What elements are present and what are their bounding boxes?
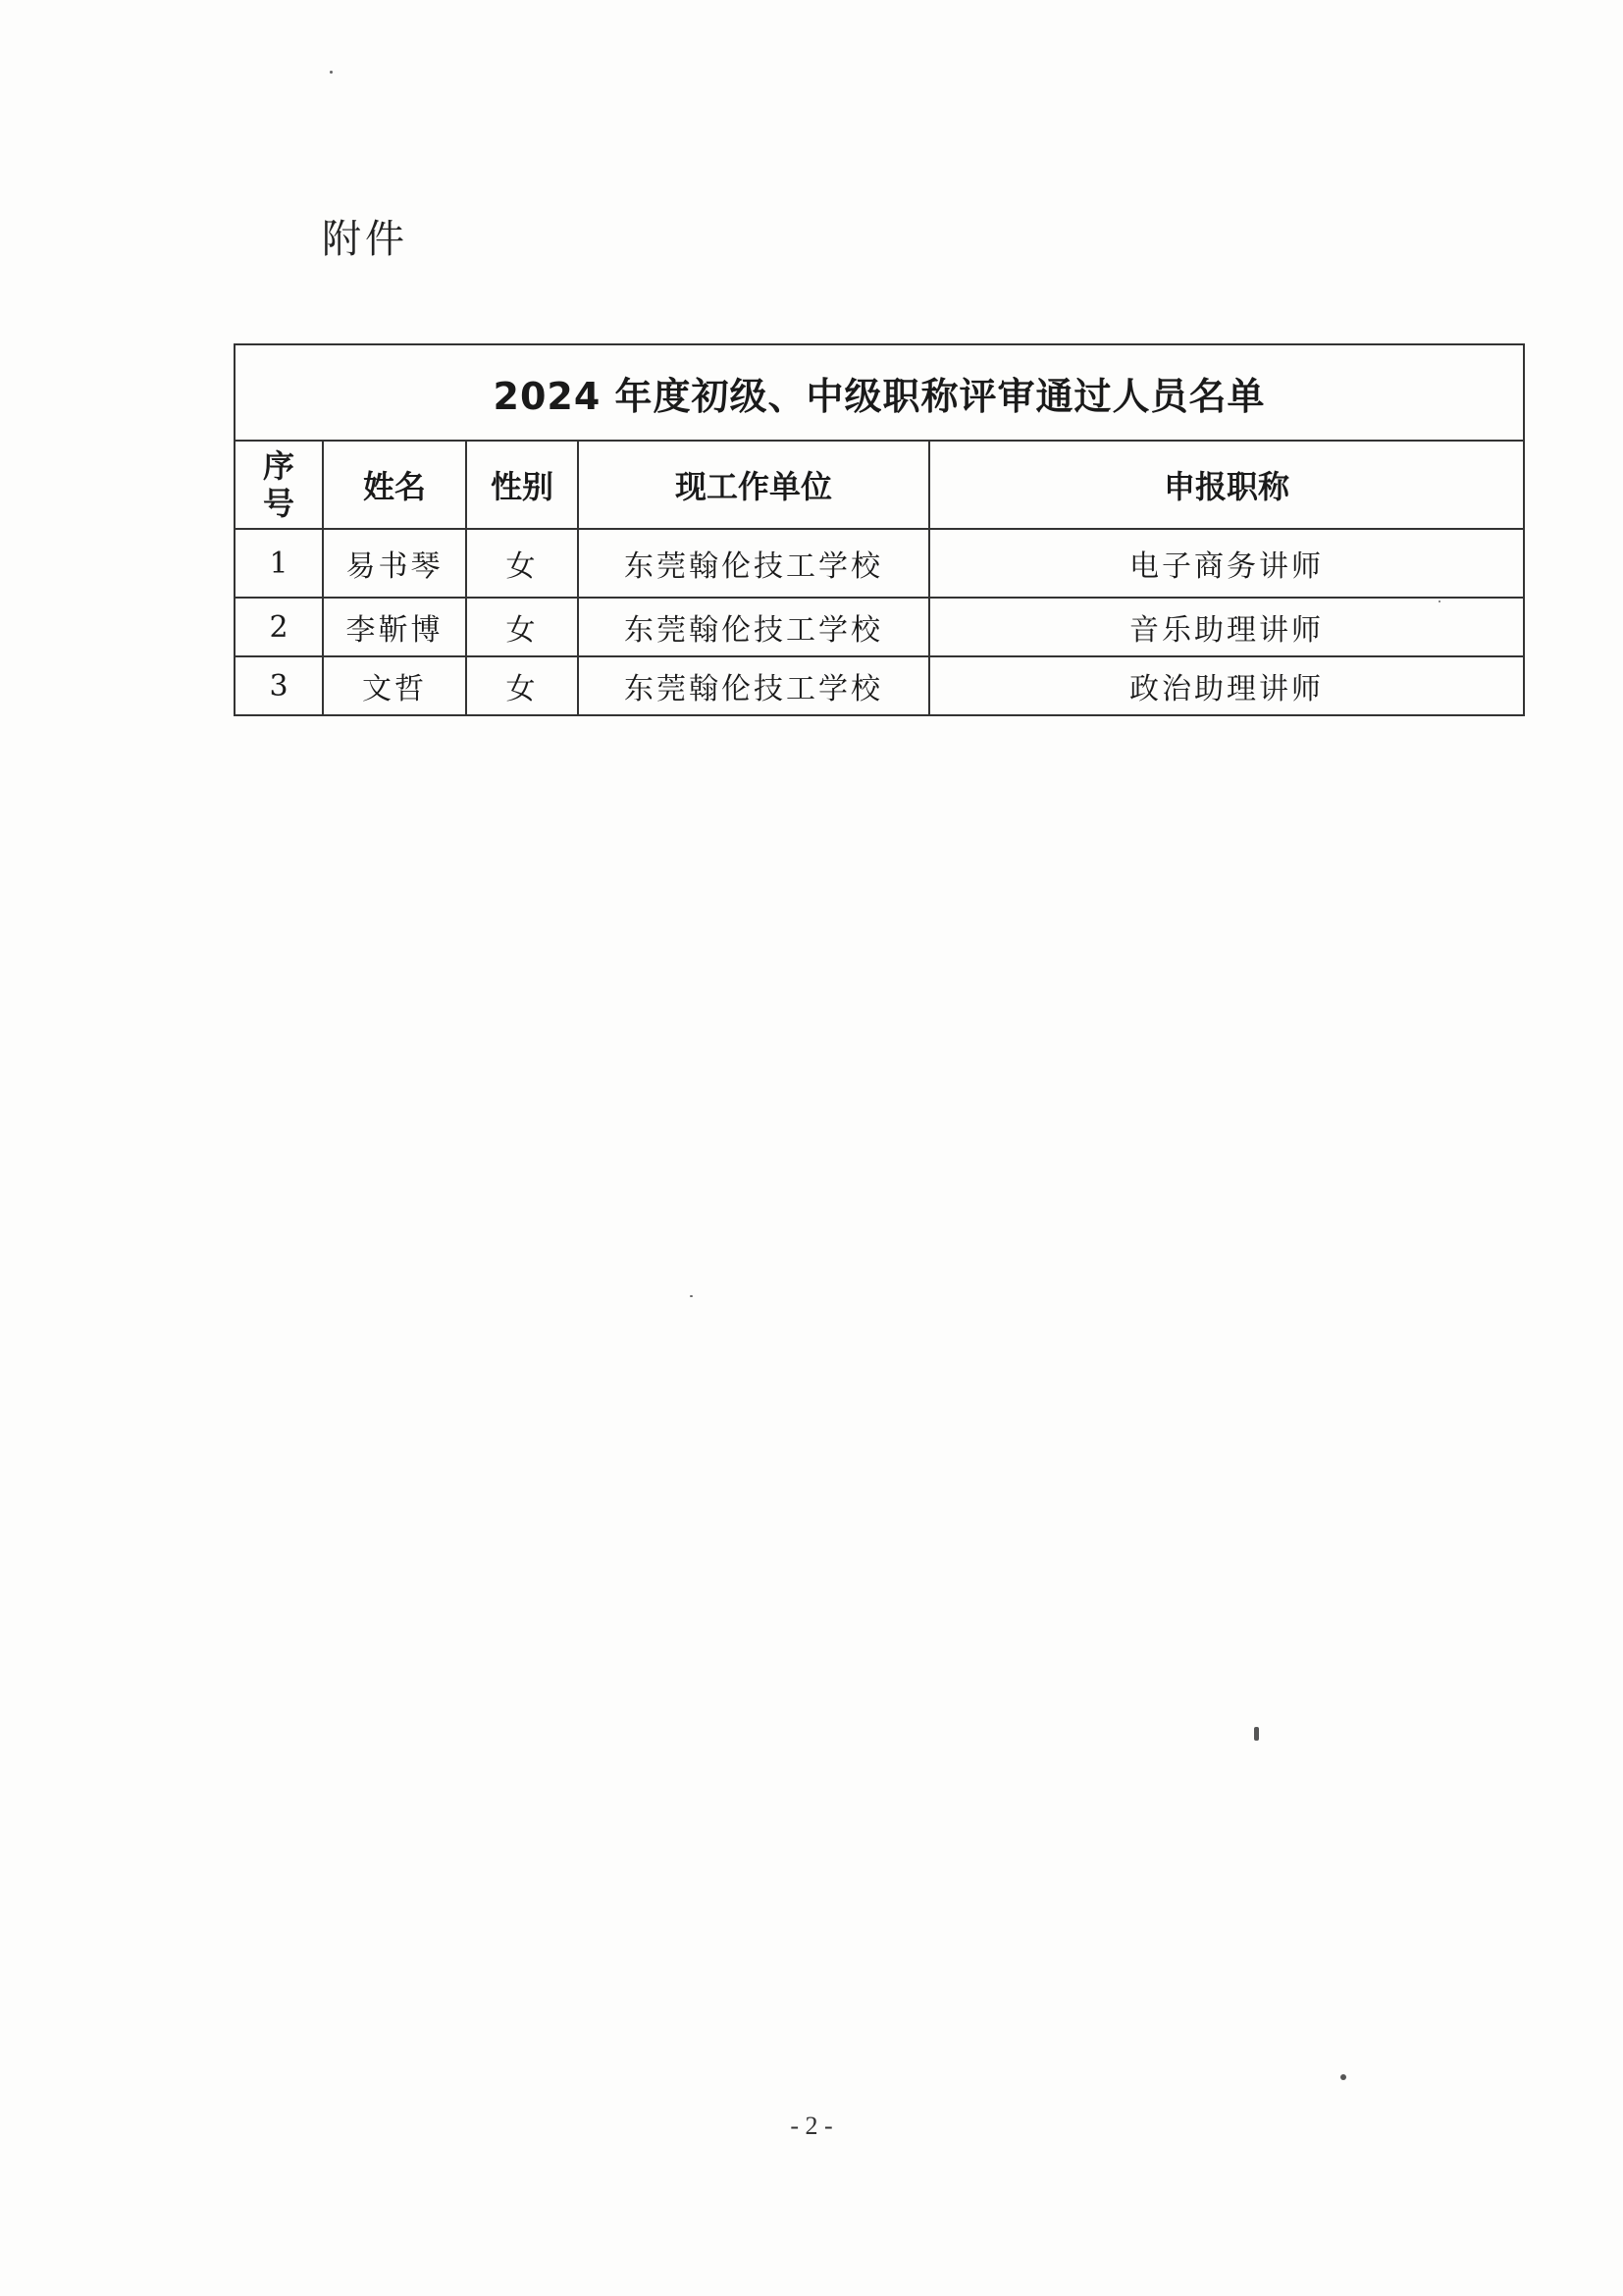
column-header-gender: 性别: [466, 441, 578, 529]
column-header-title-applied: 申报职称: [929, 441, 1524, 529]
table-header-row: [235, 441, 1524, 529]
cell-seq: 2: [235, 598, 323, 656]
cell-employer: 东莞翰伦技工学校: [578, 656, 929, 715]
cell-seq: 1: [235, 529, 323, 598]
scan-speck: [330, 71, 333, 74]
cell-name: 易书琴: [323, 529, 466, 598]
cell-title-applied: 电子商务讲师: [929, 529, 1524, 598]
scan-speck: [1254, 1727, 1259, 1741]
cell-seq: 3: [235, 656, 323, 715]
table-row: [235, 529, 1524, 598]
approved-personnel-table: [234, 343, 1525, 716]
cell-name: 李靳博: [323, 598, 466, 656]
cell-gender: 女: [466, 656, 578, 715]
cell-title-applied: 政治助理讲师: [929, 656, 1524, 715]
scan-speck: [690, 1295, 693, 1297]
page-number: - 2 -: [790, 2112, 833, 2140]
cell-gender: 女: [466, 598, 578, 656]
cell-name: 文哲: [323, 656, 466, 715]
cell-employer: 东莞翰伦技工学校: [578, 598, 929, 656]
column-header-employer: 现工作单位: [578, 441, 929, 529]
attachment-label: 附件: [322, 217, 408, 262]
column-header-seq-line1: 序: [262, 447, 294, 485]
scan-speck: [1340, 2074, 1346, 2080]
column-header-seq: [235, 441, 323, 529]
cell-title-applied: 音乐助理讲师: [929, 598, 1524, 656]
table-row: [235, 656, 1524, 715]
scan-speck: [1439, 600, 1440, 602]
cell-gender: 女: [466, 529, 578, 598]
cell-employer: 东莞翰伦技工学校: [578, 529, 929, 598]
approved-personnel-table-wrapper: [234, 343, 1523, 716]
column-header-seq-line2: 号: [262, 485, 294, 522]
table-row: [235, 598, 1524, 656]
table-title: 2024 年度初级、中级职称评审通过人员名单: [235, 344, 1524, 441]
column-header-name: 姓名: [323, 441, 466, 529]
